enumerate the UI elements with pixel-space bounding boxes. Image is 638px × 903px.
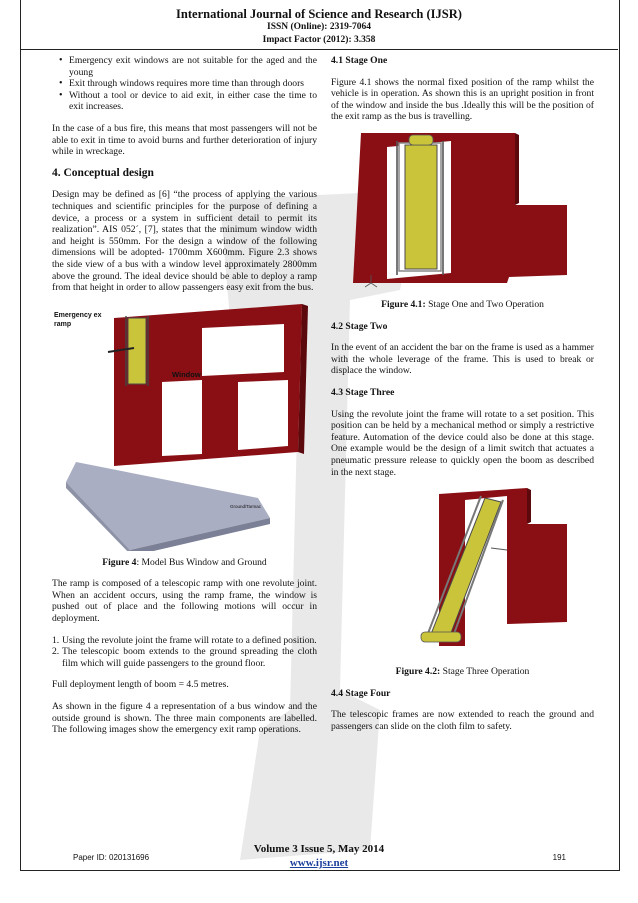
heading-stage-one: 4.1 Stage One <box>331 55 388 66</box>
right-column <box>331 55 594 742</box>
paragraph-stage-two: In the event of an accident the bar on the frame is used as a hammer with the whole leverage of the frame. This is used to break or displace the window. <box>331 342 594 377</box>
paragraph-stage-four: The telescopic frames are now extended to reach the ground and passengers can slide on the cloth film to safety. <box>331 709 594 732</box>
page-footer <box>20 842 618 870</box>
journal-header <box>20 8 618 47</box>
volume-issue: Volume 3 Issue 5, May 2014 <box>253 843 385 855</box>
journal-title: International Journal of Science and Research (IJSR) <box>176 7 462 21</box>
paragraph-bus-fire: In the case of a bus fire, this means that most passengers will not be able to exit in time to avoid burns and further deterioration of injury while in wreckage. <box>52 122 317 158</box>
list-item <box>52 635 317 647</box>
list-item <box>52 646 317 669</box>
list-item: • Exit through windows requires more time than through doors <box>61 78 317 90</box>
list-item: • Without a tool or device to aid exit, in either case the time to exit increases. <box>61 90 317 113</box>
figure-4-caption <box>52 557 317 569</box>
step-number: 2. <box>52 646 60 658</box>
caption-text: : Model Bus Window and Ground <box>136 556 267 568</box>
figure-4-2-stage-three <box>331 488 594 658</box>
paragraph-figure-explanation: As shown in the figure 4 a representation of a bus window and the outside ground is shown. The three main components are labelled. The following images show the emergency exit ramp operations. <box>52 701 317 736</box>
label-ramp: ramp <box>54 320 72 328</box>
figure-4-model-bus-window <box>52 304 317 551</box>
caption-label: Figure 4.1: <box>381 298 426 310</box>
heading-stage-four: 4.4 Stage Four <box>331 687 391 699</box>
heading-stage-three: 4.3 Stage Three <box>331 386 395 398</box>
paper-id: Paper ID: 020131696 <box>73 853 150 862</box>
page-number: 191 <box>552 853 566 862</box>
header-rule <box>20 49 618 50</box>
list-item: • Emergency exit windows are not suitable for the aged and the young <box>61 55 317 78</box>
caption-text: Stage One and Two Operation <box>425 298 544 310</box>
issn: ISSN (Online): 2319-7064 <box>267 22 371 32</box>
heading-stage-two: 4.2 Stage Two <box>331 320 388 332</box>
paragraph-ramp: The ramp is composed of a telescopic ramp with one revolute joint. When an accident occurs, using the ramp frame, the window is pushed out of place and the following motions will occur in deployment. <box>52 578 317 625</box>
deployment-steps <box>52 635 317 670</box>
label-window: Window <box>172 369 201 379</box>
paragraph-boom-length: Full deployment length of boom = 4.5 metres. <box>52 679 229 691</box>
caption-label: Figure 4.2: <box>395 666 441 678</box>
label-ground: Ground/Tarmac <box>230 503 262 509</box>
figure-4-1-stage-one-two <box>331 133 594 293</box>
paragraph-stage-three: Using the revolute joint the frame will rotate to a set position. This position can be held by a mechanical method or simply a restrictive feature. Automation of the device could also be done at this stage. One example would be the design of a limit switch that actuates a pneumatic pressure release to quickly open the boom as described in the next stage. <box>331 408 594 478</box>
website-link[interactable]: www.ijsr.net <box>289 857 349 869</box>
section-heading-conceptual-design: 4. Conceptual design <box>52 166 154 179</box>
impact-factor: Impact Factor (2012): 3.358 <box>262 35 376 45</box>
paragraph-design: Design may be defined as [6] “the process of applying the various techniques and scientific principles for the purpose of defining a device, a process or a system in sufficient detail to permit its realization”. AIS 052´, [7], states that the minimum window width and height is 550mm. For the design a window of the following dimensions will be adopted- 1700mm X600mm. Figure 2.3 shows the side view of a bus with a window level approximately 2800mm above the ground. The ideal device should be able to deploy a ramp from that height in order to allow passengers easy exit from the bus. <box>52 189 317 294</box>
label-emergency-exit: Emergency ex <box>54 311 102 319</box>
paragraph-stage-one: Figure 4.1 shows the normal fixed position of the ramp whilst the vehicle is in operation. As shown this is an upright position in front of the window and inside the bus .Ideally this will be the position of the exit ramp as the bus is travelling. <box>331 76 594 123</box>
figure-4-1-caption <box>331 299 594 311</box>
step-text: Using the revolute joint the frame will rotate to a defined position. <box>62 634 317 646</box>
caption-label: Figure 4 <box>102 556 137 568</box>
left-column <box>52 55 317 746</box>
caption-text: Stage Three Operation <box>440 666 530 678</box>
limitations-list <box>52 55 317 113</box>
step-number: 1. <box>52 634 60 646</box>
step-text: The telescopic boom extends to the ground spreading the cloth film which will guide passengers to the ground floor. <box>62 646 317 669</box>
figure-4-2-caption <box>331 666 594 678</box>
